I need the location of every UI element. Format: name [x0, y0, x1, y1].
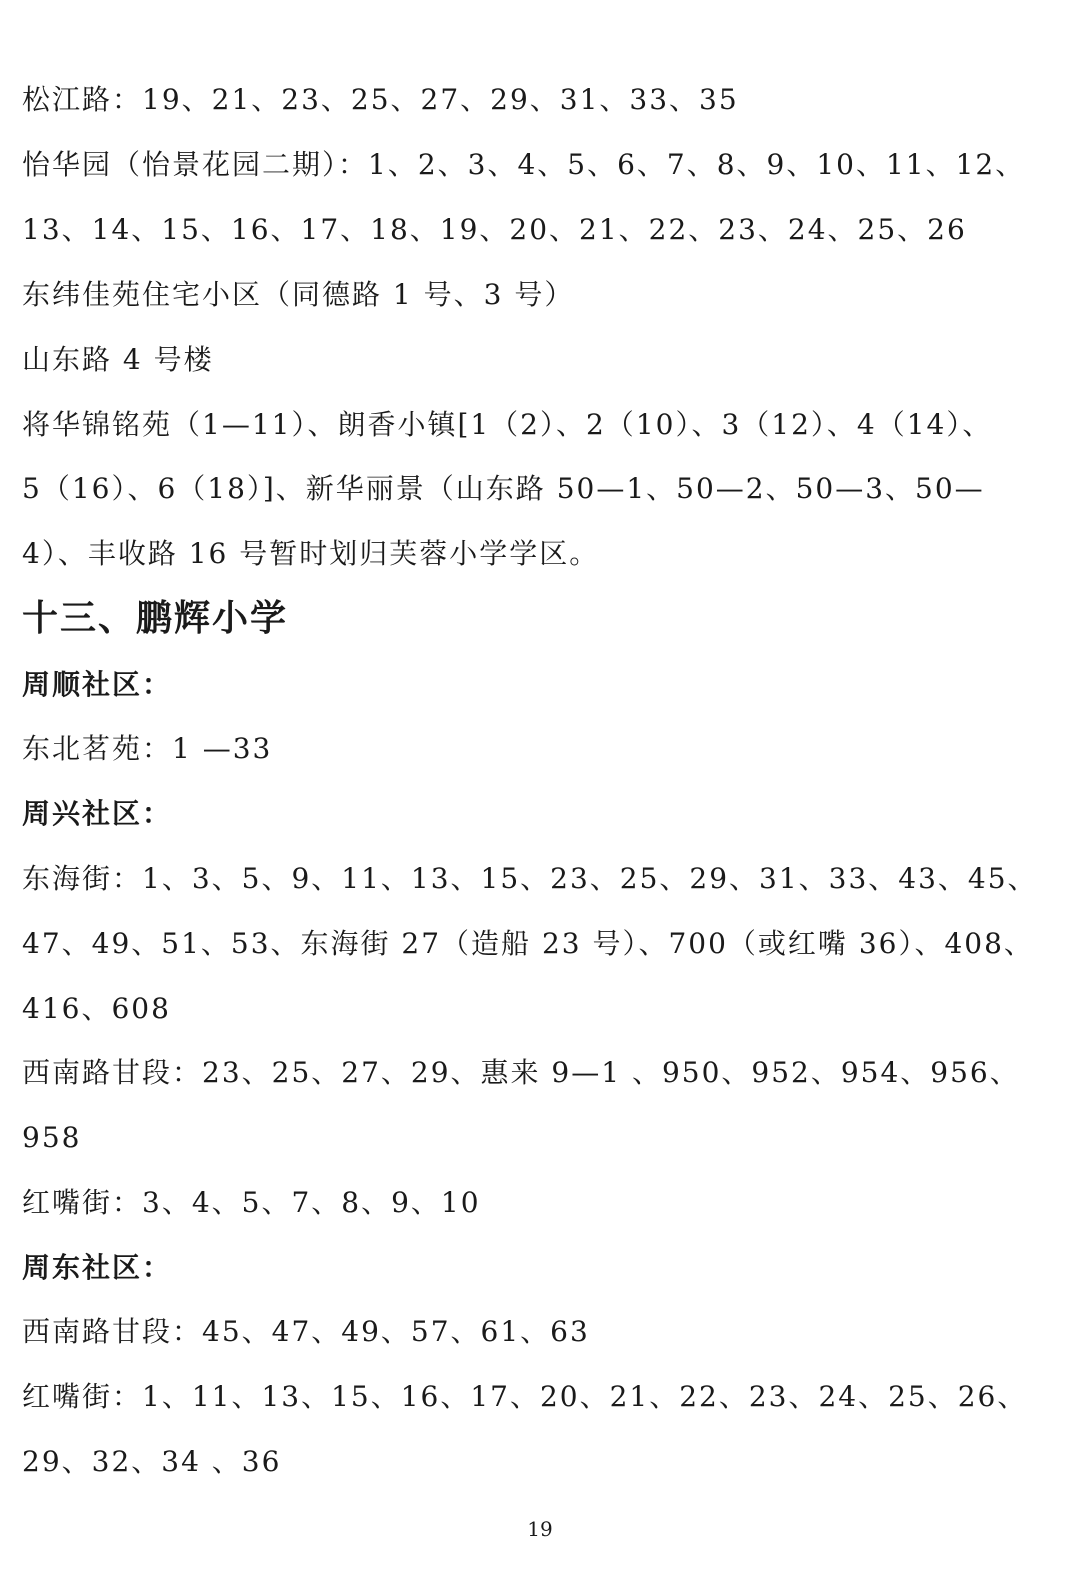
text-line: 东北茗苑：1 —33: [22, 732, 273, 765]
text-line: 13、14、15、16、17、18、19、20、21、22、23、24、25、26: [22, 213, 967, 246]
text-line: 将华锦铭苑（1—11）、朗香小镇[1（2）、2（10）、3（12）、4（14）、: [22, 408, 993, 441]
section-heading: 十三、鹏辉小学: [22, 598, 289, 639]
text-line: 东海街：1、3、5、9、11、13、15、23、25、29、31、33、43、45、: [22, 862, 1038, 895]
text-line: 4）、丰收路 16 号暂时划归芙蓉小学学区。: [22, 537, 600, 570]
community-title: 周兴社区：: [22, 797, 173, 830]
text-line: 416、608: [22, 992, 171, 1025]
text-line: 松江路：19、21、23、25、27、29、31、33、35: [22, 83, 739, 116]
text-line: 29、32、34 、36: [22, 1445, 282, 1478]
text-line: 958: [22, 1121, 82, 1154]
text-line: 红嘴街：3、4、5、7、8、9、10: [22, 1186, 481, 1219]
text-line: 47、49、51、53、东海街 27（造船 23 号）、700（或红嘴 36）、408、: [22, 927, 1034, 960]
community-title: 周东社区：: [22, 1251, 173, 1284]
text-line: 5（16）、6（18）]、新华丽景（山东路 50—1、50—2、50—3、50—: [22, 472, 985, 505]
text-line: 西南路甘段：23、25、27、29、惠来 9—1 、950、952、954、956、: [22, 1056, 1020, 1089]
text-line: 西南路甘段：45、47、49、57、61、63: [22, 1315, 590, 1348]
page-number: 19: [527, 1517, 553, 1541]
text-line: 东纬佳苑住宅小区（同德路 1 号、3 号）: [22, 278, 575, 311]
community-title: 周顺社区：: [22, 668, 173, 701]
text-line: 红嘴街：1、11、13、15、16、17、20、21、22、23、24、25、26、: [22, 1380, 1028, 1413]
text-line: 山东路 4 号楼: [22, 343, 214, 376]
text-line: 怡华园（怡景花园二期）：1、2、3、4、5、6、7、8、9、10、11、12、: [22, 148, 1026, 181]
